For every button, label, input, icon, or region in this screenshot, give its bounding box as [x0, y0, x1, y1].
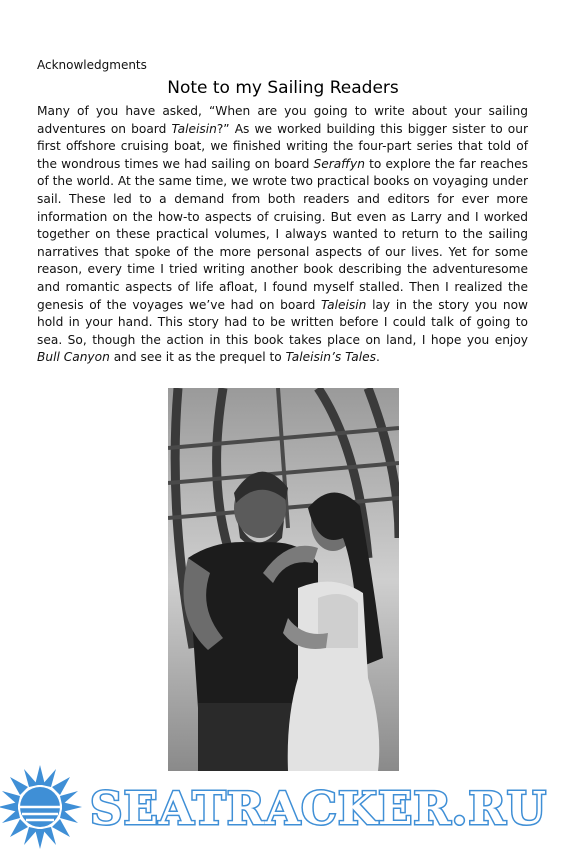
text-run: ?” As we worked building this bigger sister to our first offshore cruising boat, we finished writing the four-part series that told of the wondrous times we had sailing on board — [37, 121, 528, 171]
running-head: Acknowledgments — [37, 58, 147, 72]
text-run-italic: Bull Canyon — [37, 350, 110, 365]
text-run: to explore the far reaches of the world. At the same time, we wrote two practical books on voyaging under sail. These led to a demand from both readers and editors for ever more information on the how-to aspects of cruising. But even as Larry and I worked together on these practical volumes, I always wanted to return to the sailing narratives that spoke of the more personal aspects of our lives. Yet for some reason, every time I tried writing another book describing the adventuresome and romantic aspects of life afloat, I found myself stalled. Then I realized the genesis of the voyages we’ve had on board — [37, 156, 528, 312]
text-run-italic: Taleisin — [321, 297, 367, 312]
text-run-italic: Taleisin’s Tales — [285, 350, 376, 365]
text-run: lay in the story you now hold in your hand. This story had to be written before I could talk of going to sea. So, though the action in this book takes place on land, I hope you enjoy — [37, 297, 528, 347]
text-run-italic: Seraffyn — [313, 156, 365, 171]
watermark-text: SEATRACKER.RU — [90, 782, 547, 835]
body-paragraph — [37, 103, 528, 367]
text-run: and see it as the prequel to — [109, 350, 286, 365]
text-run-italic: Taleisin — [171, 121, 217, 136]
photo-illustration — [168, 388, 399, 771]
couple-photo — [168, 388, 399, 771]
text-run: Many of you have asked, “When are you going to write about your sailing adventures on board — [37, 104, 528, 136]
text-run: . — [375, 350, 380, 365]
page-title: Note to my Sailing Readers — [167, 78, 399, 98]
